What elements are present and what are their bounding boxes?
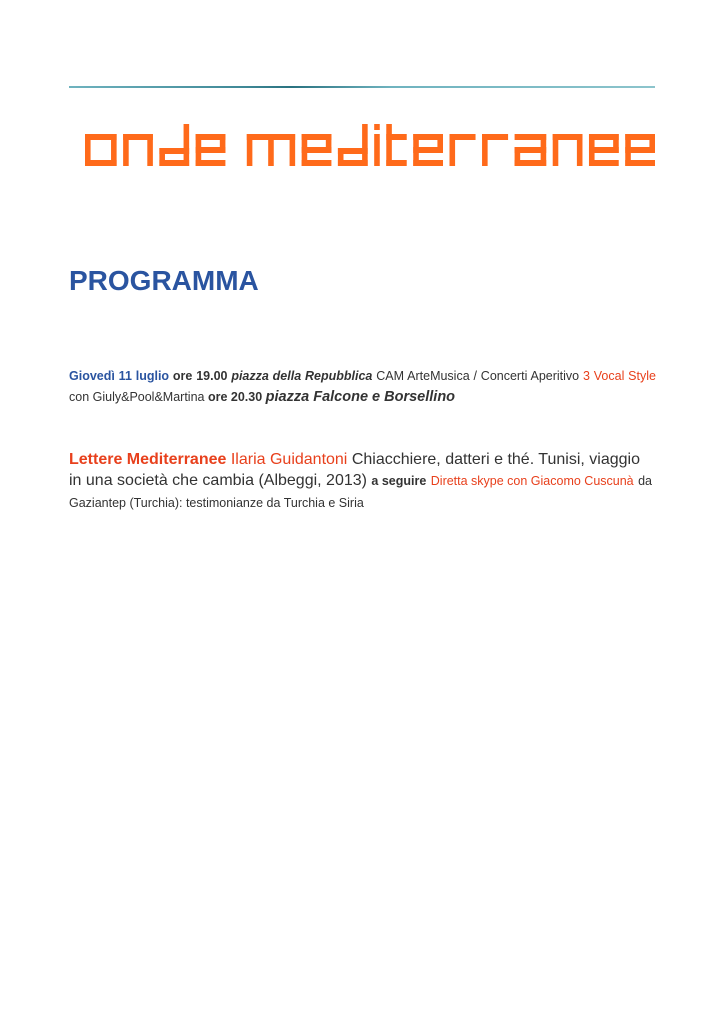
skype-live-label: Diretta skype con Giacomo Cuscunà (430, 474, 634, 488)
event-with: con Giuly&Pool&Martina (69, 390, 205, 404)
live-from-text: da Gaziantep (Turchia): testimonianze da Turchia e Siria (69, 474, 652, 510)
logo-graphic (85, 124, 655, 166)
book-title: Chiacchiere, datteri e thé. Tunisi, viaggio in una società che cambia (Albeggi, 2013) (69, 451, 640, 489)
lettere-mediterranee-paragraph (69, 449, 656, 514)
event-place-1: piazza della Repubblica (231, 369, 373, 383)
event-time-2: ore 20.30 (207, 390, 263, 404)
then-label: a seguire (371, 474, 427, 488)
onde-mediterranee-logo (85, 124, 655, 166)
author-name: Ilaria Guidantoni (230, 451, 348, 468)
page-title: PROGRAMMA (69, 265, 259, 296)
event-thursday-paragraph (69, 366, 656, 408)
header-rule (69, 86, 655, 88)
event-description-1: CAM ArteMusica / Concerti Aperitivo (376, 369, 580, 383)
event-day: Giovedì 11 luglio (69, 369, 170, 383)
event-time-1: ore 19.00 (172, 369, 228, 383)
event-place-2: piazza Falcone e Borsellino (265, 389, 456, 405)
event-group: 3 Vocal Style (582, 369, 656, 383)
series-name: Lettere Mediterranee (69, 451, 227, 468)
